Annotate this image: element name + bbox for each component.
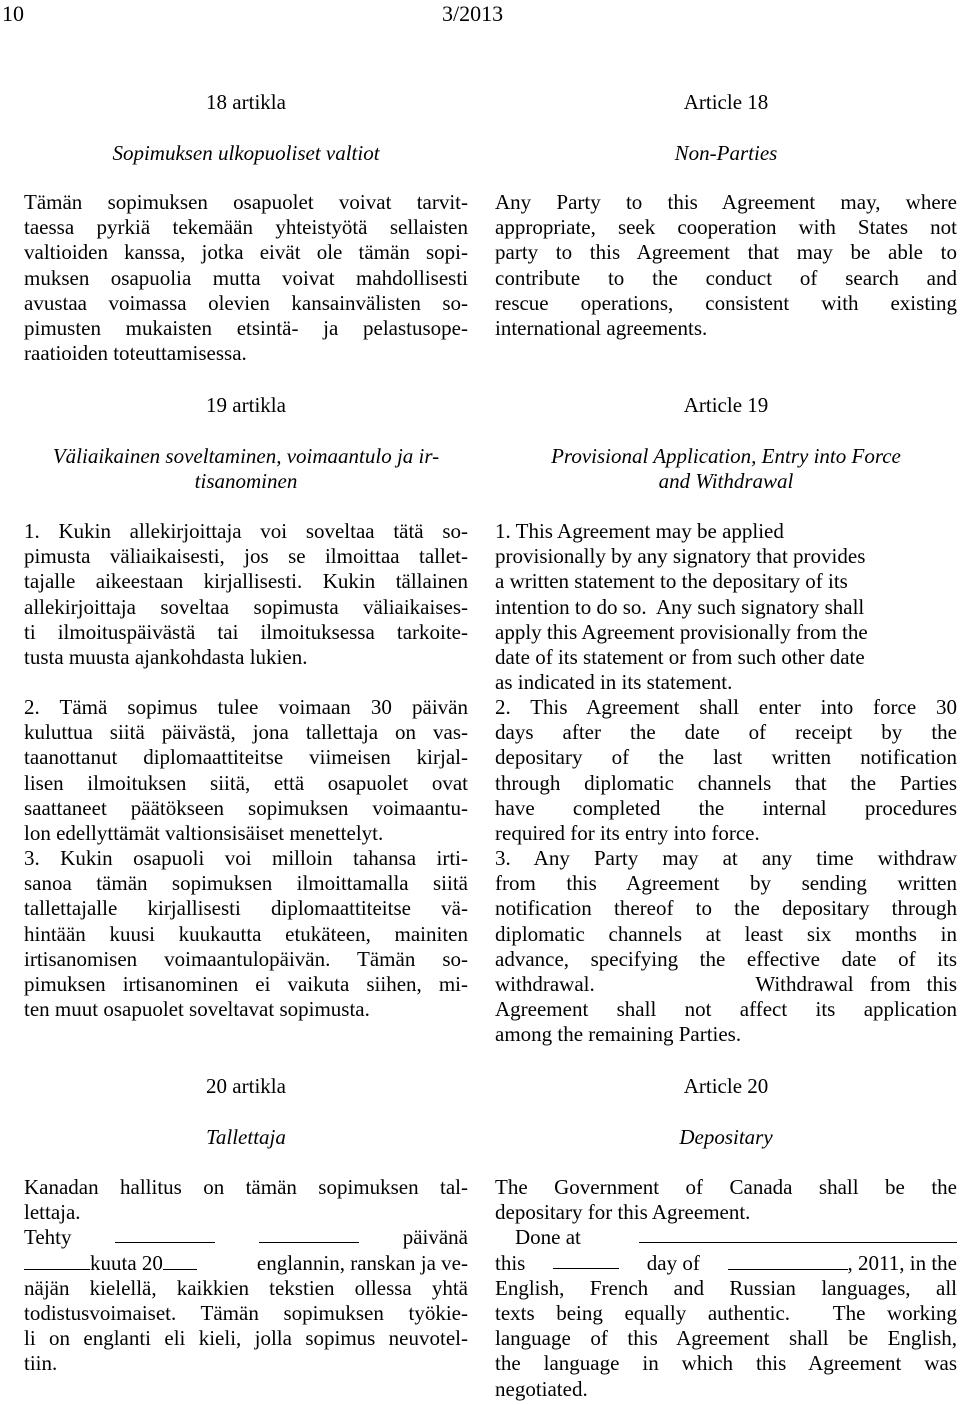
fi-done-line-2 xyxy=(24,1251,468,1276)
text-line: required for its entry into force. xyxy=(495,821,760,846)
page-number: 10 xyxy=(2,1,24,26)
text-line: diplomatic channels at least six months in xyxy=(495,921,957,946)
en-article-20-heading: Article 20 xyxy=(683,1074,769,1098)
en-article-19-para-2 xyxy=(495,695,957,846)
fi-blank-year xyxy=(163,1252,197,1270)
text-line: date of its statement or from such other date xyxy=(495,645,865,670)
text-line: international agreements. xyxy=(495,316,708,341)
text-line: muksen osapuolia mutta voivat mahdollisesti xyxy=(24,265,468,290)
fi-article-19-para-2 xyxy=(24,695,468,846)
text-line: 1. This Agreement may be applied xyxy=(495,519,784,543)
text-line: 2. Tämä sopimus tulee voimaan 30 päivän xyxy=(24,695,468,719)
en-this-word: this xyxy=(495,1250,526,1275)
fi-depositary-line-1: Kanadan hallitus on tämän sopimuksen tal- xyxy=(24,1175,468,1199)
fi-done-day: päivänä xyxy=(402,1225,468,1250)
fi-article-20-body xyxy=(24,1175,468,1377)
text-line: from this Agreement by sending written xyxy=(495,871,957,896)
text-line: avustaa voimassa olevien kansainvälisten so- xyxy=(24,290,468,315)
text-line: kuluttua siitä päivästä, jona tallettaja on vas- xyxy=(24,720,468,745)
en-article-18-subtitle: Non-Parties xyxy=(674,141,778,165)
en-year-rest: , 2011, in the xyxy=(847,1250,957,1275)
text-line: 2. This Agreement shall enter into force 30 xyxy=(495,695,957,719)
fi-article-19-para-1 xyxy=(24,519,468,670)
text-line: tiin. xyxy=(24,1351,58,1376)
fi-article-19-subtitle xyxy=(24,444,468,494)
en-blank-month xyxy=(728,1252,848,1270)
text-line: as indicated in its statement. xyxy=(495,670,733,695)
en-article-18-heading: Article 18 xyxy=(683,90,769,114)
en-depositary-line-2: depositary for this Agreement. xyxy=(495,1200,751,1225)
issue-number: 3/2013 xyxy=(442,1,504,26)
text-line: ti ilmoituspäivästä tai ilmoituksessa tarkoite- xyxy=(24,619,468,644)
fi-depositary-line-2: lettaja. xyxy=(24,1200,81,1225)
en-article-19-para-3 xyxy=(495,846,957,1048)
en-blank-place xyxy=(639,1225,957,1243)
text-line: 1. Kukin allekirjoittaja voi soveltaa tätä so- xyxy=(24,519,468,543)
en-done-line-1 xyxy=(495,1225,957,1250)
text-line: rescue operations, consistent with existing xyxy=(495,290,957,315)
text-line: pimuksen irtisanominen ei vaikuta siihen, mi- xyxy=(24,972,468,997)
text-line: pimusta väliaikaisesti, jos se ilmoittaa tallet- xyxy=(24,544,468,569)
text-line: taessa pyrkiä tekemään yhteistyötä sellaisten xyxy=(24,215,468,240)
text-line: sanoa tämän sopimuksen ilmoittamalla siitä xyxy=(24,871,468,896)
text-line: notification thereof to the depositary through xyxy=(495,896,957,921)
text-line: have completed the internal procedures xyxy=(495,795,957,820)
en-done-at: Done at xyxy=(515,1225,581,1250)
en-article-20-body xyxy=(495,1175,957,1402)
text-line: lon edellyttämät valtionsisäiset menettelyt. xyxy=(24,821,384,846)
fi-article-18-heading: 18 artikla xyxy=(206,90,286,114)
en-done-line-2 xyxy=(495,1251,957,1276)
fi-article-19-para-3 xyxy=(24,846,468,1022)
text-line: 3. Kukin osapuoli voi milloin tahansa irti- xyxy=(24,846,468,870)
text-line: todistusvoimaiset. Tämän sopimuksen työkie- xyxy=(24,1301,468,1326)
text-line: näjän kielellä, kaikkien tekstien ollessa yhtä xyxy=(24,1275,468,1300)
en-article-19-subtitle-line-2: and Withdrawal xyxy=(658,469,794,494)
fi-blank-day-number xyxy=(24,1252,90,1270)
en-blank-day xyxy=(553,1251,619,1269)
text-line: irtisanomisen voimaantulopäivän. Tämän so- xyxy=(24,946,468,971)
fi-article-18-subtitle: Sopimuksen ulkopuoliset valtiot xyxy=(112,141,380,165)
text-line: party to this Agreement that may be able to xyxy=(495,240,957,265)
fi-article-18-body xyxy=(24,190,468,366)
text-line: Agreement shall not affect its application xyxy=(495,997,957,1022)
text-line: tusta muusta ajankohdasta lukien. xyxy=(24,645,308,670)
en-article-19-para-1 xyxy=(495,519,957,695)
fi-done-line-1 xyxy=(24,1225,468,1250)
en-done-tail xyxy=(495,1276,957,1402)
en-article-19-heading: Article 19 xyxy=(683,393,769,417)
text-line: Any Party to this Agreement may, where xyxy=(495,190,957,214)
fi-article-20-heading: 20 artikla xyxy=(206,1074,286,1098)
text-line: withdrawal. Withdrawal from this xyxy=(495,972,957,997)
fi-article-19-heading: 19 artikla xyxy=(206,393,286,417)
fi-done-tail xyxy=(24,1276,468,1377)
text-line: taanottanut diplomaattiteitse viimeisen kirjal- xyxy=(24,745,468,770)
text-line: tajalle aikeestaan kirjallisesti. Kukin tällainen xyxy=(24,569,468,594)
text-line: 3. Any Party may at any time withdraw xyxy=(495,846,957,870)
text-line: allekirjoittaja soveltaa sopimusta väliaikaises- xyxy=(24,594,468,619)
text-line: the language in which this Agreement was xyxy=(495,1351,957,1376)
fi-article-19-subtitle-line-1: Väliaikainen soveltaminen, voimaantulo ja ir- xyxy=(52,444,440,468)
en-article-19-subtitle xyxy=(495,444,957,494)
text-line: days after the date of receipt by the xyxy=(495,720,957,745)
en-article-18-body xyxy=(495,190,957,341)
text-line: depositary of the last written notification xyxy=(495,745,957,770)
text-line: texts being equally authentic. The working xyxy=(495,1301,957,1326)
text-line: hintään kuusi kuukautta etukäteen, mainiten xyxy=(24,921,468,946)
text-line: Tämän sopimuksen osapuolet voivat tarvit- xyxy=(24,190,468,214)
text-line: li on englanti eli kieli, jolla sopimus neuvotel- xyxy=(24,1326,468,1351)
text-line: appropriate, seek cooperation with States not xyxy=(495,215,957,240)
fi-done-month: kuuta 20 xyxy=(90,1250,163,1275)
en-article-20-subtitle: Depositary xyxy=(679,1125,773,1149)
fi-article-20-subtitle: Tallettaja xyxy=(206,1125,286,1149)
text-line: intention to do so. Any such signatory shall xyxy=(495,594,865,619)
text-line: advance, specifying the effective date of its xyxy=(495,946,957,971)
text-line: tallettajalle kirjallisesti diplomaattiteitse vä- xyxy=(24,896,468,921)
text-line: language of this Agreement shall be English, xyxy=(495,1326,957,1351)
en-depositary-line-1: The Government of Canada shall be the xyxy=(495,1175,957,1199)
text-line: apply this Agreement provisionally from the xyxy=(495,619,868,644)
text-line: raatioiden toteuttamisessa. xyxy=(24,341,247,366)
text-line: provisionally by any signatory that provides xyxy=(495,544,866,569)
fi-article-19-subtitle-line-2: tisanominen xyxy=(194,469,298,494)
text-line: English, French and Russian languages, all xyxy=(495,1275,957,1300)
text-line: contribute to the conduct of search and xyxy=(495,265,957,290)
text-line: among the remaining Parties. xyxy=(495,1022,742,1047)
text-line: through diplomatic channels that the Parties xyxy=(495,770,957,795)
fi-blank-day xyxy=(259,1225,359,1243)
text-line: pimusten mukaisten etsintä- ja pelastusope- xyxy=(24,316,468,341)
en-article-19-subtitle-line-1: Provisional Application, Entry into Force xyxy=(551,444,901,468)
text-line: lisen ilmoituksen siitä, että osapuolet ovat xyxy=(24,770,468,795)
fi-done-word: Tehty xyxy=(24,1225,72,1250)
text-line: negotiated. xyxy=(495,1376,588,1401)
text-line: saattaneet päätökseen sopimuksen voimaantu- xyxy=(24,795,468,820)
text-line: valtioiden kanssa, jotka eivät ole tämän sopi- xyxy=(24,240,468,265)
en-day-of: day of xyxy=(646,1250,700,1275)
fi-done-rest: englannin, ranskan ja ve- xyxy=(256,1250,468,1275)
text-line: ten muut osapuolet soveltavat sopimusta. xyxy=(24,997,370,1022)
text-line: a written statement to the depositary of its xyxy=(495,569,848,594)
fi-blank-place xyxy=(115,1225,215,1243)
